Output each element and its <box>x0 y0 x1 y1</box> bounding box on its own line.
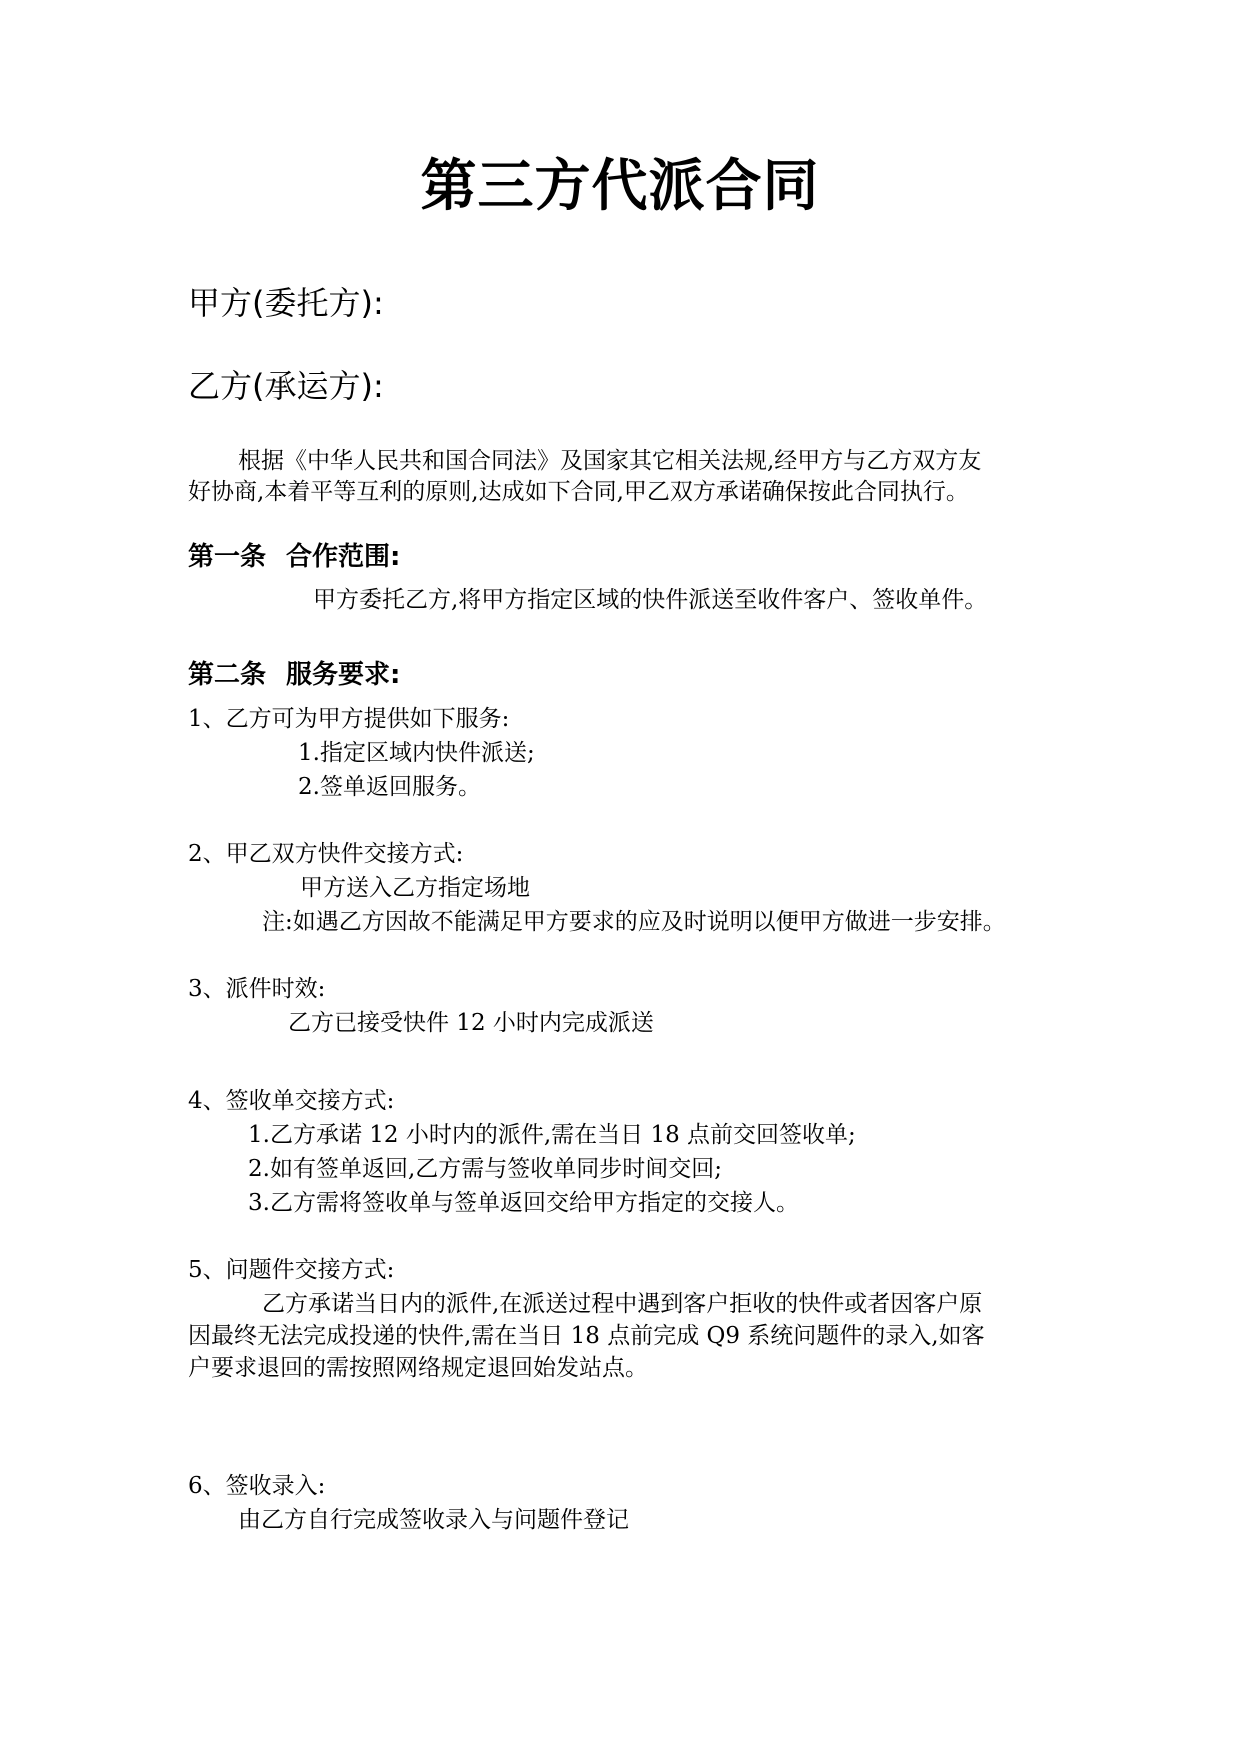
item-6-text: 由乙方自行完成签收录入与问题件登记 <box>238 1507 629 1533</box>
preamble-line-2: 好协商,本着平等互利的原则,达成如下合同,甲乙双方承诺确保按此合同执行。 <box>188 479 969 505</box>
article-1-text: 甲方委托乙方,将甲方指定区域的快件派送至收件客户、签收单件。 <box>313 587 988 613</box>
item-5-title: 5、问题件交接方式: <box>188 1257 395 1283</box>
item-3-title: 3、派件时效: <box>188 976 326 1002</box>
item-1-sub-2: 2.签单返回服务。 <box>298 774 481 800</box>
item-1-sub-1: 1.指定区域内快件派送; <box>298 740 535 766</box>
article-2-number: 第二条 <box>188 660 267 690</box>
item-5-line-2: 因最终无法完成投递的快件,需在当日 18 点前完成 Q9 系统问题件的录入,如客 <box>188 1323 985 1349</box>
item-4-sub-1: 1.乙方承诺 12 小时内的派件,需在当日 18 点前交回签收单; <box>248 1122 856 1148</box>
article-2-heading <box>188 658 400 692</box>
item-4-sub-3: 3.乙方需将签收单与签单返回交给甲方指定的交接人。 <box>248 1190 799 1216</box>
item-2-text: 甲方送入乙方指定场地 <box>300 875 530 901</box>
party-a-label: 甲方(委托方): <box>188 284 384 322</box>
item-4-sub-2: 2.如有签单返回,乙方需与签收单同步时间交回; <box>248 1156 723 1182</box>
item-5-line-1: 乙方承诺当日内的派件,在派送过程中遇到客户拒收的快件或者因客户原 <box>262 1291 983 1317</box>
item-1-title: 1、乙方可为甲方提供如下服务: <box>188 706 510 732</box>
article-1-title: 合作范围: <box>286 542 401 572</box>
party-b-label: 乙方(承运方): <box>188 367 384 405</box>
item-4-title: 4、签收单交接方式: <box>188 1088 395 1114</box>
item-6-title: 6、签收录入: <box>188 1473 326 1499</box>
preamble-line-1: 根据《中华人民共和国合同法》及国家其它相关法规,经甲方与乙方双方友 <box>238 448 982 474</box>
item-5-line-3: 户要求退回的需按照网络规定退回始发站点。 <box>188 1355 648 1381</box>
article-2-title: 服务要求: <box>286 660 401 690</box>
article-1-number: 第一条 <box>188 542 267 572</box>
contract-title: 第三方代派合同 <box>420 154 820 219</box>
article-1-heading <box>188 540 400 574</box>
item-2-note: 注:如遇乙方因故不能满足甲方要求的应及时说明以便甲方做进一步安排。 <box>262 909 1006 935</box>
item-2-title: 2、甲乙双方快件交接方式: <box>188 841 464 867</box>
item-3-text: 乙方已接受快件 12 小时内完成派送 <box>288 1010 654 1036</box>
